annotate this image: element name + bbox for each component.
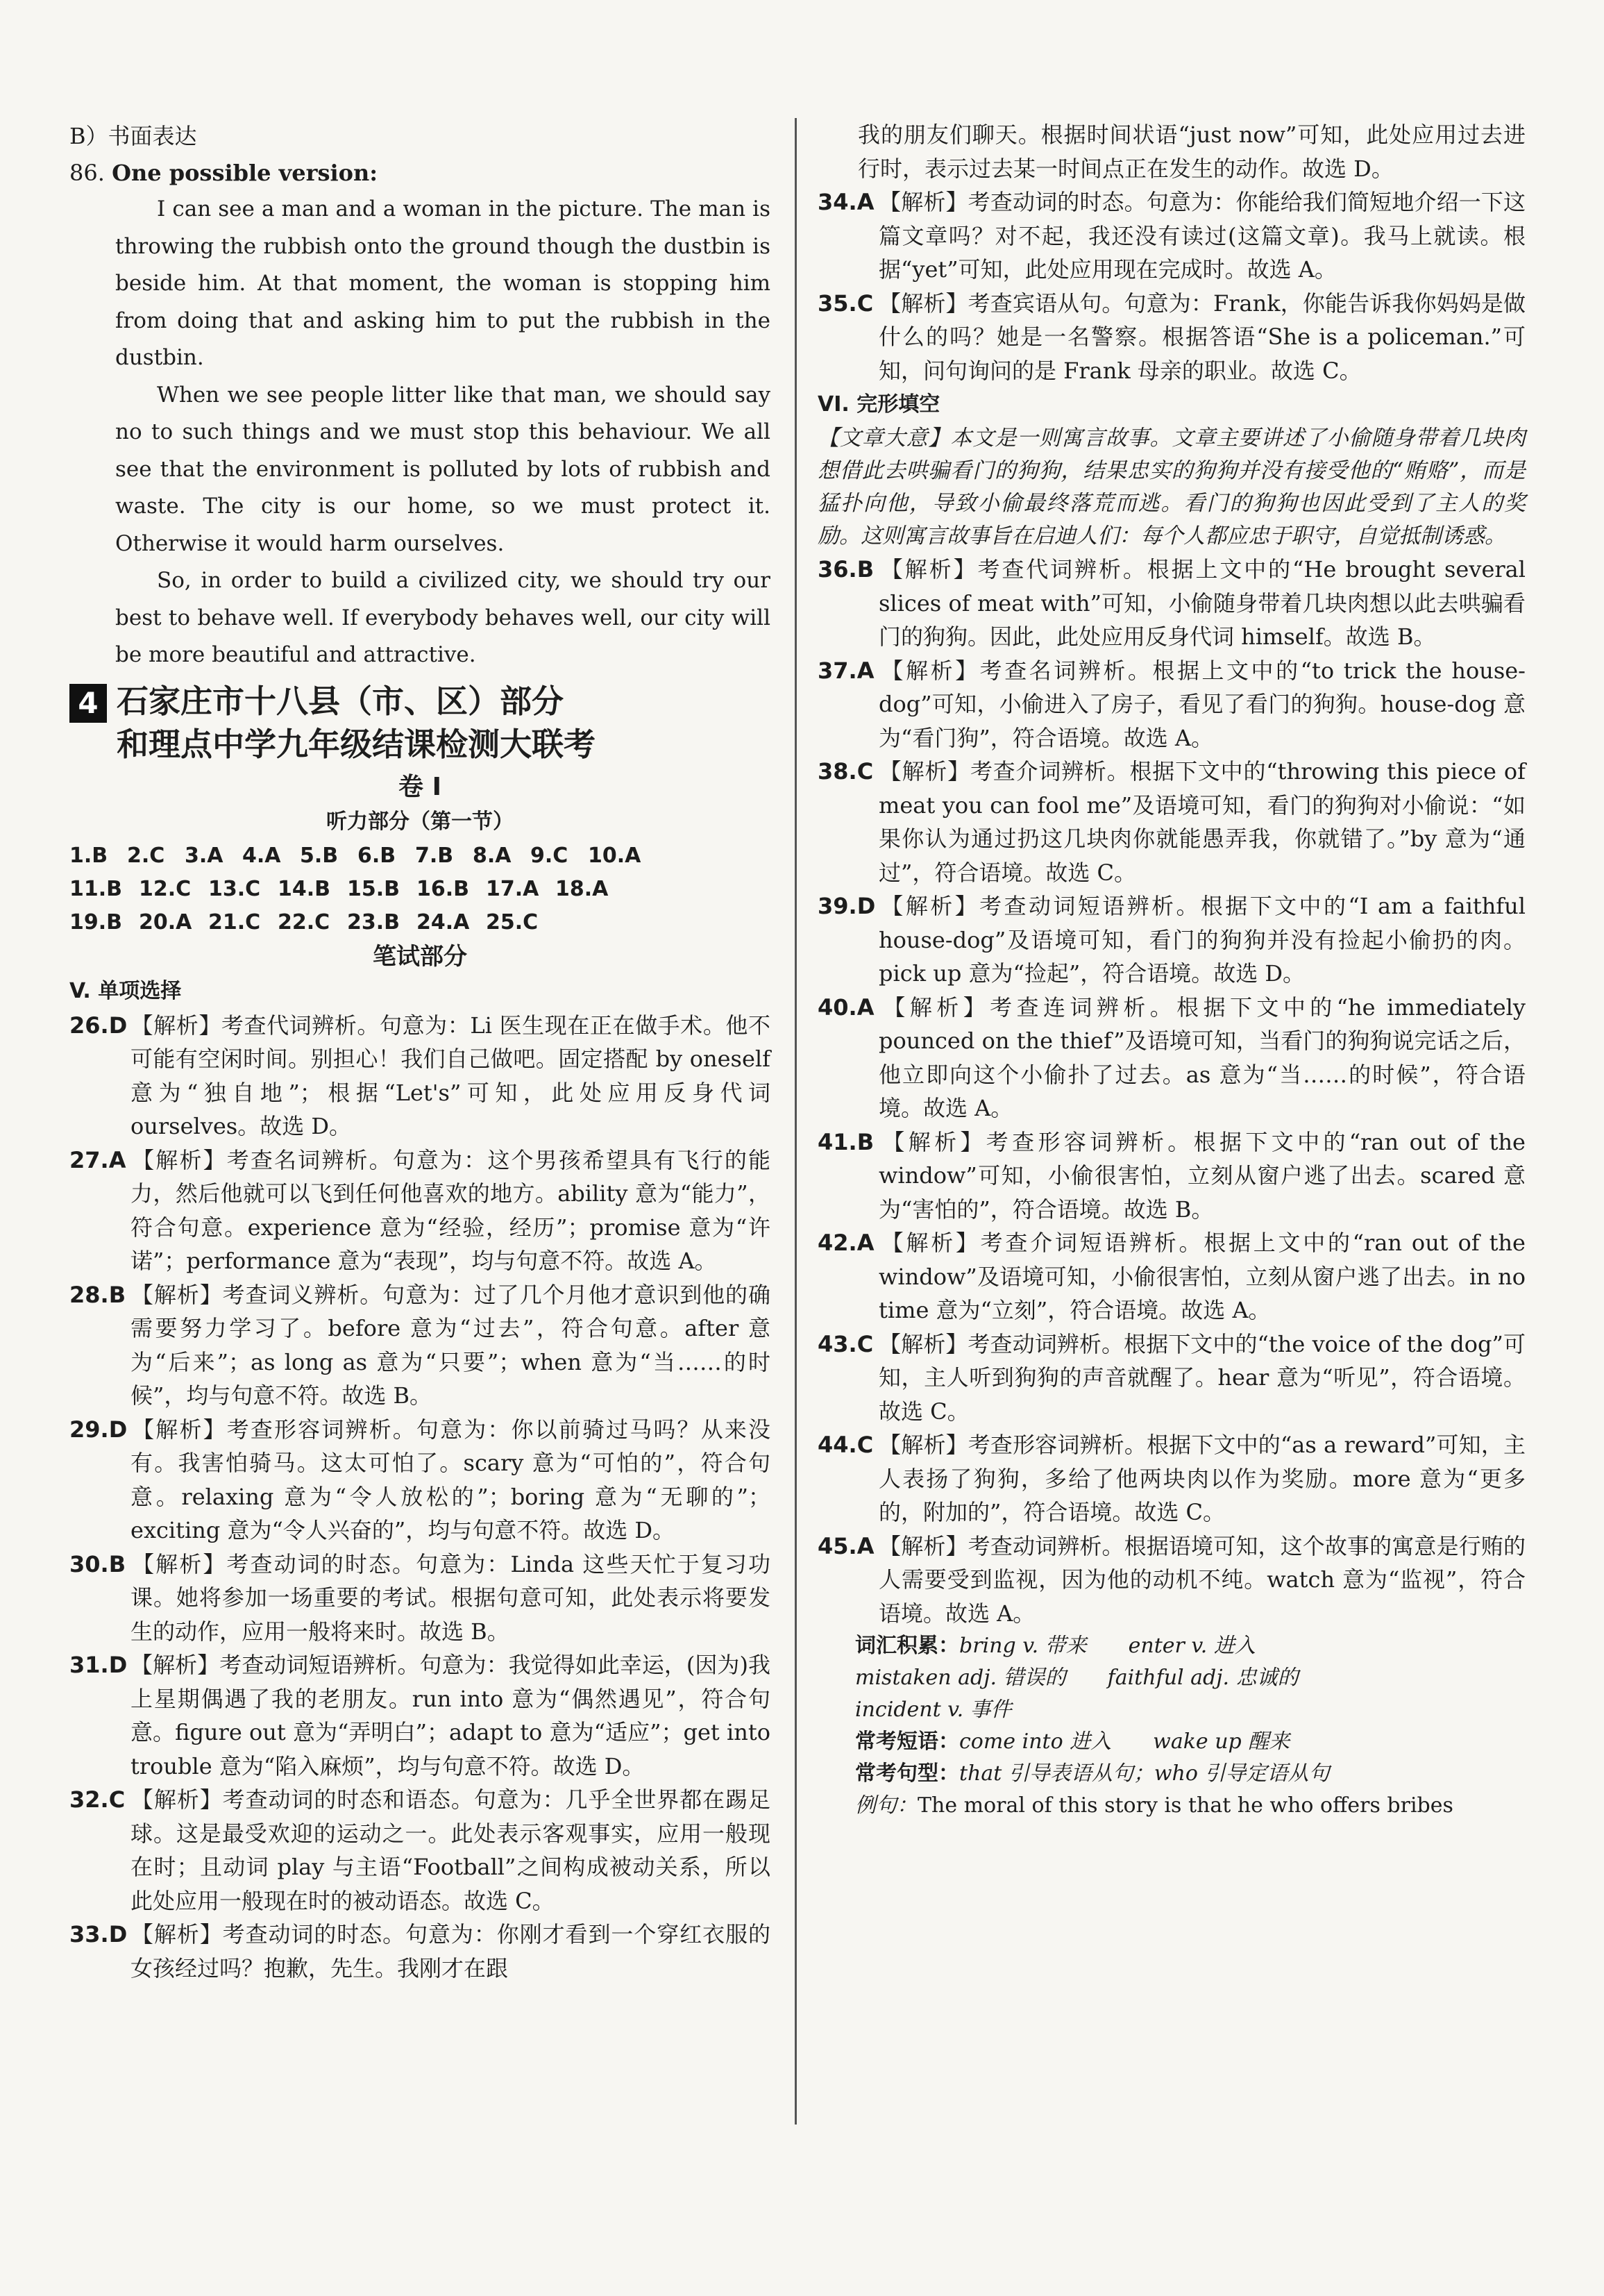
phrase-label: 常考短语： <box>855 1729 959 1754</box>
left-column <box>69 118 770 1985</box>
answer-cell: 14.B <box>278 876 331 901</box>
explanation: 【解析】考查形容词辨析。句意为：你以前骑过马吗？从来没有。我害怕骑马。这太可怕了。scary 意为“可怕的”，符合句意。relaxing 意为“令人放松的”；boring 意为“无聊的”；exciting 意为“令人兴奋的”，均与句意不符。故选 D。 <box>130 1416 770 1543</box>
answer-row-3 <box>69 906 770 939</box>
answer-row-2 <box>69 873 770 906</box>
q86-label: One possible version: <box>112 159 378 186</box>
answer-key: 43.C <box>818 1330 874 1357</box>
answer-cell: 7.B <box>415 843 454 868</box>
vocab-line-2: mistaken adj. 错误的 faithful adj. 忠诚的 <box>855 1666 1299 1690</box>
question-44 <box>818 1428 1526 1530</box>
vocab-text-1: bring v. 带来 enter v. 进入 <box>959 1634 1256 1658</box>
answer-cell: 8.A <box>473 843 512 868</box>
explanation: 【解析】考查名词辨析。句意为：这个男孩希望具有飞行的能力，然后他就可以飞到任何他喜欢的地方。ability 意为“能力”，符合句意。experience 意为“经验，经历”；promise 意为“许诺”；performance 意为“表现”，均与句意不符。故选 A。 <box>130 1146 770 1274</box>
listening-heading: 听力部分（第一节） <box>326 809 514 834</box>
question-34 <box>818 185 1526 287</box>
example-text: The moral of this story is that he who offers bribes <box>918 1793 1453 1818</box>
answer-key: 31.D <box>69 1652 128 1678</box>
answer-cell: 1.B <box>69 843 108 868</box>
answer-cell: 12.C <box>139 876 192 901</box>
vocab-line-3: incident v. 事件 <box>855 1698 1012 1722</box>
sentence-text: that 引导表语从句；who 引导定语从句 <box>959 1761 1330 1786</box>
question-32 <box>69 1783 770 1918</box>
article-summary: 【文章大意】本文是一则寓言故事。文章主要讲述了小偷随身带着几块肉想借此去哄骗看门的狗狗，结果忠实的狗狗并没有接受他的“贿赂”，而是猛扑向他，导致小偷最终落荒而逃。看门的狗狗也因此受到了主人的奖励。这则寓言故事旨在启迪人们：每个人都应忠于职守，自觉抵制诱惑。 <box>818 426 1526 548</box>
explanation: 【解析】考查动词短语辨析。根据下文中的“I am a faithful house-dog”及语境可知，看门的狗狗并没有捡起小偷扔的肉。pick up 意为“捡起”，符合语境。故选 D。 <box>879 893 1526 987</box>
answer-cell: 16.B <box>416 876 470 901</box>
answer-cell: 3.A <box>185 843 223 868</box>
exam-title <box>69 680 770 766</box>
vocab-label: 词汇积累： <box>855 1634 959 1658</box>
question-26 <box>69 1009 770 1143</box>
answer-key: 45.A <box>818 1532 875 1559</box>
answer-cell: 21.C <box>208 910 261 935</box>
q86-number: 86. <box>69 159 105 186</box>
answer-key: 41.B <box>818 1128 875 1155</box>
answer-cell: 18.A <box>555 876 609 901</box>
explanation: 【解析】考查动词辨析。根据下文中的“the voice of the dog”可知，主人听到狗狗的声音就醒了。hear 意为“听见”，符合语境。故选 C。 <box>879 1330 1526 1425</box>
section-5-heading: V. 单项选择 <box>69 978 182 1003</box>
answer-cell: 13.C <box>208 876 261 901</box>
question-33 <box>69 1918 770 1985</box>
explanation: 【解析】考查词义辨析。句意为：过了几个月他才意识到他的确需要努力学习了。before 意为“过去”，符合句意。after 意为“后来”；as long as 意为“只要”；when 意为“当……的时候”，均与句意不符。故选 B。 <box>130 1281 770 1409</box>
juan-heading: 卷 I <box>398 772 441 801</box>
answer-key: 37.A <box>818 657 875 684</box>
answer-row-1 <box>69 839 770 873</box>
explanation: 【解析】考查动词短语辨析。句意为：我觉得如此幸运，(因为)我上星期偶遇了我的老朋友。run into 意为“偶然遇见”，符合句意。figure out 意为“弄明白”；adapt to 意为“适应”；get into trouble 意为“陷入麻烦”，均与句意不符。故选 D。 <box>130 1652 770 1779</box>
exam-title-line2: 和理点中学九年级结课检测大联考 <box>117 725 596 763</box>
exam-number-badge: 4 <box>69 684 107 723</box>
vocab-section <box>818 1630 1526 1822</box>
answer-key: 39.D <box>818 893 876 919</box>
answer-cell: 10.A <box>588 843 641 868</box>
answer-key: 34.A <box>818 189 875 215</box>
question-38 <box>818 755 1526 889</box>
question-29 <box>69 1413 770 1548</box>
q86-heading <box>69 155 770 192</box>
explanation: 【解析】考查动词辨析。根据语境可知，这个故事的寓意是行贿的人需要受到监视，因为他的动机不纯。watch 意为“监视”，符合语境。故选 A。 <box>879 1532 1526 1627</box>
answer-key: 32.C <box>69 1786 126 1813</box>
essay-paragraph-2: When we see people litter like that man, we should say no to such things and we must stop this behaviour. We all see that the environment is polluted by lots of rubbish and waste. The city is our home, so we must protect it. Otherwise it would harm ourselves. <box>115 382 770 556</box>
answer-key: 42.A <box>818 1230 875 1256</box>
question-35 <box>818 287 1526 388</box>
question-39 <box>818 889 1526 991</box>
explanation: 【解析】考查连词辨析。根据下文中的“he immediately pounced on the thief”及语境可知，当看门的狗狗说完话之后，他立即向这个小偷扑了过去。as 意为“当……的时候”，符合语境。故选 A。 <box>879 994 1526 1121</box>
answer-key: 40.A <box>818 994 875 1021</box>
example-line <box>855 1790 1526 1822</box>
answer-cell: 5.B <box>300 843 339 868</box>
question-33-continued: 我的朋友们聊天。根据时间状语“just now”可知，此处应用过去进行时，表示过去某一时间点正在发生的动作。故选 D。 <box>858 121 1526 182</box>
question-45 <box>818 1530 1526 1631</box>
answer-cell: 4.A <box>242 843 281 868</box>
explanation: 【解析】考查动词的时态和语态。句意为：几乎全世界都在踢足球。这是最受欢迎的运动之一。此处表示客观事实，应用一般现在时；且动词 play 与主语“Football”之间构成被动关系，所以此处应用一般现在时的被动语态。故选 C。 <box>130 1786 770 1914</box>
answer-key: 36.B <box>818 556 875 583</box>
explanation: 【解析】考查代词辨析。根据上文中的“He brought several slices of meat with”可知，小偷随身带着几块肉想以此去哄骗看门的狗狗。因此，此处应用反身代词 himself。故选 B。 <box>879 556 1526 650</box>
question-27 <box>69 1143 770 1278</box>
exam-title-line1: 石家庄市十八县（市、区）部分 <box>117 682 564 720</box>
phrase-line <box>855 1726 1526 1758</box>
answer-cell: 23.B <box>347 910 400 935</box>
written-heading: 笔试部分 <box>373 942 467 971</box>
right-column <box>818 118 1526 1822</box>
question-31 <box>69 1648 770 1783</box>
answer-key: 30.B <box>69 1550 126 1577</box>
answer-key: 28.B <box>69 1281 126 1308</box>
explanation: 【解析】考查宾语从句。句意为：Frank，你能告诉我你妈妈是做什么的吗？她是一名警察。根据答语“She is a policeman.”可知，问句询问的是 Frank 母亲的职业。故选 C。 <box>879 290 1526 384</box>
explanation: 【解析】考查介词辨析。根据下文中的“throwing this piece of meat you can fool me”及语境可知，看门的狗狗对小偷说：“如果你认为通过扔这几块肉你就能愚弄我，你就错了。”by 意为“通过”，符合语境。故选 C。 <box>879 758 1526 886</box>
explanation: 【解析】考查形容词辨析。根据下文中的“ran out of the window”可知，小偷很害怕，立刻从窗户逃了出去。scared 意为“害怕的”，符合语境。故选 B。 <box>879 1128 1526 1223</box>
example-label: 例句： <box>855 1793 918 1818</box>
answer-cell: 11.B <box>69 876 123 901</box>
essay-paragraph-3: So, in order to build a civilized city, we should try our best to behave well. If everybody behaves well, our city will be more beautiful and attractive. <box>115 568 770 667</box>
answer-cell: 24.A <box>416 910 470 935</box>
answer-key: 27.A <box>69 1146 126 1173</box>
explanation: 【解析】考查动词的时态。句意为：你能给我们简短地介绍一下这篇文章吗？对不起，我还没有读过(这篇文章)。我马上就读。根据“yet”可知，此处应用现在完成时。故选 A。 <box>879 189 1526 283</box>
question-42 <box>818 1226 1526 1327</box>
explanation: 【解析】考查动词的时态。句意为：Linda 这些天忙于复习功课。她将参加一场重要的考试。根据句意可知，此处表示将要发生的动作，应用一般将来时。故选 B。 <box>130 1550 770 1645</box>
column-divider <box>795 118 797 2125</box>
answer-cell: 9.C <box>530 843 568 868</box>
sentence-label: 常考句型： <box>855 1761 959 1786</box>
answer-cell: 19.B <box>69 910 123 935</box>
answer-key: 38.C <box>818 758 874 785</box>
vocab-line-1 <box>855 1630 1526 1662</box>
explanation: 【解析】考查形容词辨析。根据下文中的“as a reward”可知，主人表扬了狗狗，多给了他两块肉以作为奖励。more 意为“更多的，附加的”，符合语境。故选 C。 <box>879 1432 1526 1525</box>
question-36 <box>818 553 1526 654</box>
answer-cell: 6.B <box>357 843 396 868</box>
answer-key: 33.D <box>69 1921 128 1947</box>
question-40 <box>818 991 1526 1125</box>
answer-key: 44.C <box>818 1432 874 1458</box>
answer-key: 35.C <box>818 290 874 317</box>
sentence-line <box>855 1758 1526 1790</box>
explanation: 【解析】考查名词辨析。根据上文中的“to trick the house-dog”可知，小偷进入了房子，看见了看门的狗狗。house-dog 意为“看门狗”，符合语境。故选 A。 <box>879 657 1526 751</box>
explanation: 【解析】考查介词短语辨析。根据上文中的“ran out of the window”及语境可知，小偷很害怕，立刻从窗户逃了出去。in no time 意为“立刻”，符合语境。故选 A。 <box>879 1230 1526 1323</box>
answer-cell: 2.C <box>127 843 165 868</box>
question-41 <box>818 1125 1526 1227</box>
answer-key: 26.D <box>69 1012 128 1039</box>
answer-key: 29.D <box>69 1416 128 1443</box>
essay-paragraph-1: I can see a man and a woman in the picture. The man is throwing the rubbish onto the ground though the dustbin is beside him. At that moment, the woman is stopping him from doing that and asking him to put the rubbish in the dustbin. <box>115 196 770 370</box>
phrase-text: come into 进入 wake up 醒来 <box>959 1729 1290 1754</box>
section-6-heading: VI. 完形填空 <box>818 392 940 417</box>
answer-cell: 20.A <box>139 910 192 935</box>
answer-cell: 17.A <box>486 876 539 901</box>
explanation: 【解析】考查动词的时态。句意为：你刚才看到一个穿红衣服的女孩经过吗？抱歉，先生。我刚才在跟 <box>130 1921 770 1981</box>
explanation: 【解析】考查代词辨析。句意为：Li 医生现在正在做手术。他不可能有空闲时间。别担心！我们自己做吧。固定搭配 by oneself 意为“独自地”；根据“Let's”可知，此处应用反身代词 ourselves。故选 D。 <box>130 1012 770 1139</box>
question-37 <box>818 654 1526 755</box>
section-b-heading: B）书面表达 <box>69 123 197 149</box>
answer-cell: 22.C <box>278 910 330 935</box>
question-28 <box>69 1278 770 1413</box>
question-43 <box>818 1327 1526 1429</box>
answer-cell: 15.B <box>347 876 400 901</box>
question-30 <box>69 1548 770 1649</box>
answer-cell: 25.C <box>486 910 539 935</box>
